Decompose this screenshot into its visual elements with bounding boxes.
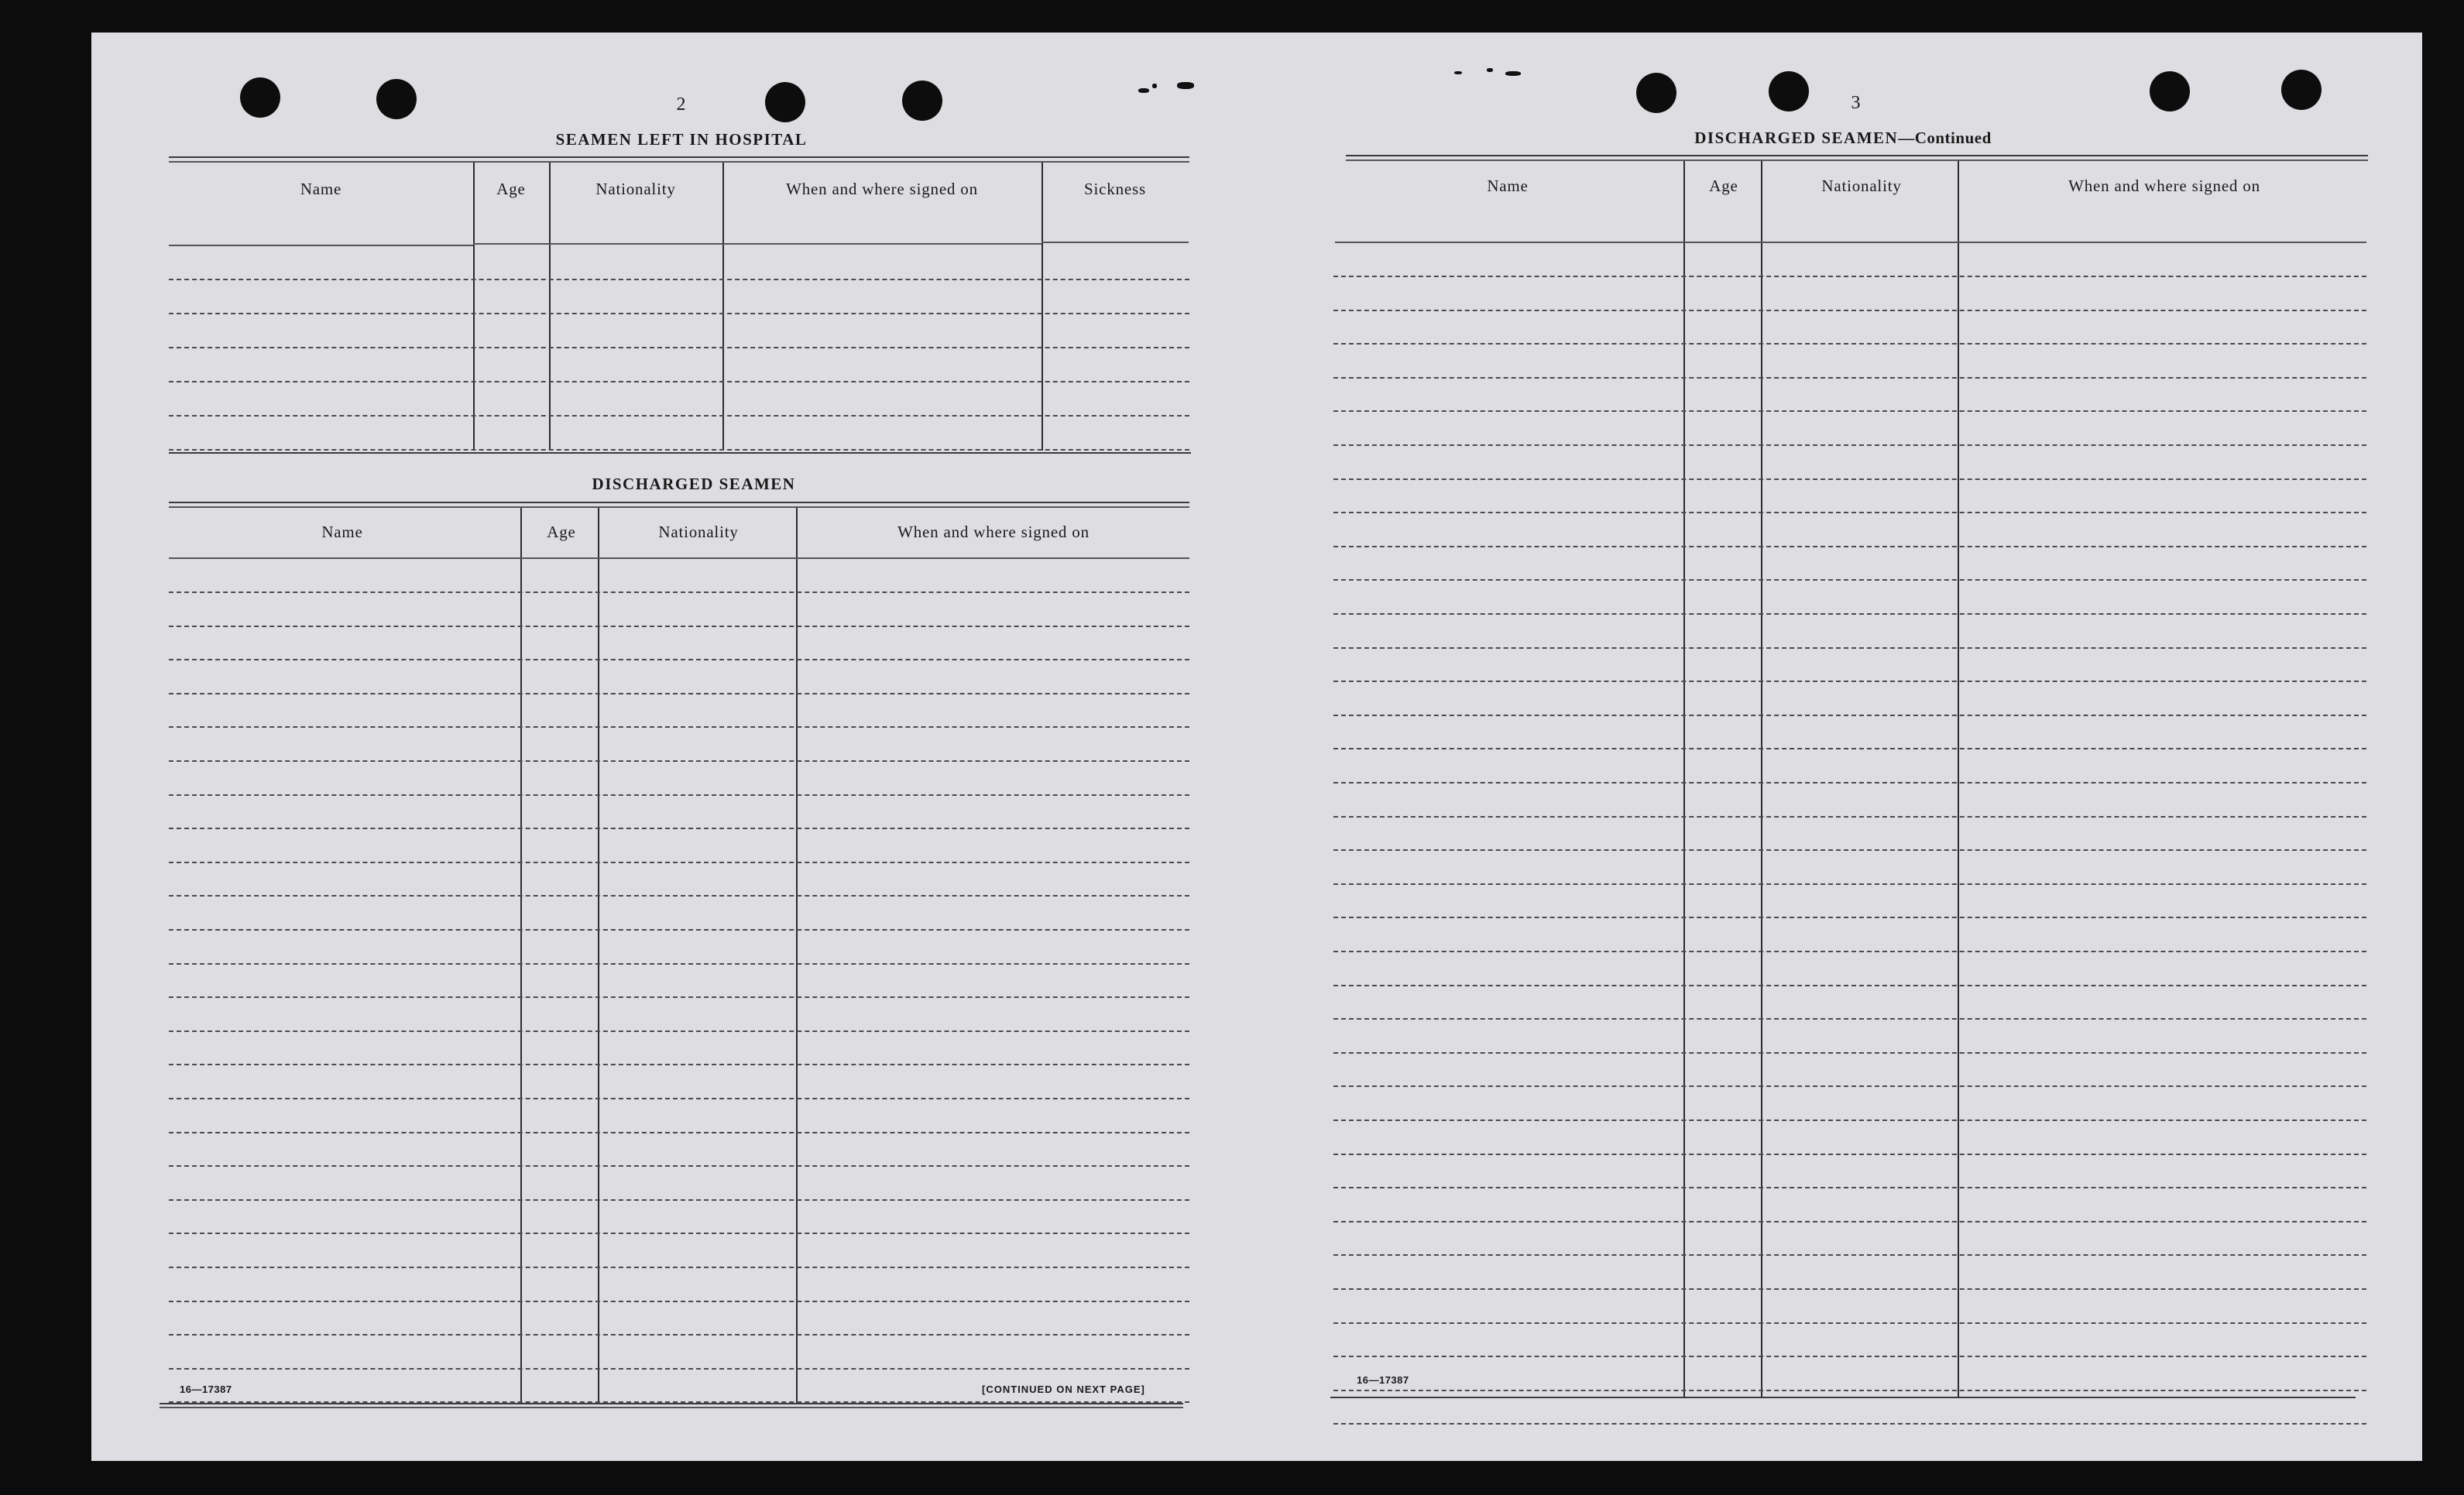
table-row <box>169 313 1189 314</box>
table-row <box>1333 1288 2366 1290</box>
header-rule <box>169 557 1189 559</box>
table-row <box>169 449 1189 451</box>
column-header-name: Name <box>300 179 342 198</box>
table-row <box>1333 444 2366 446</box>
discharged-table <box>161 508 1191 1406</box>
column-header-nationality: Nationality <box>595 179 676 198</box>
header-rule <box>1042 242 1189 243</box>
table-row <box>1333 917 2366 918</box>
top-rule <box>169 502 1189 503</box>
column-header-name: Name <box>1487 176 1529 195</box>
form-code: 16—17387 <box>1357 1374 1409 1386</box>
column-header-age: Age <box>496 179 526 198</box>
column-header-age: Age <box>547 522 576 541</box>
table-row <box>1333 310 2366 311</box>
punch-hole <box>2281 70 2322 110</box>
table-row <box>169 415 1189 417</box>
table-row <box>1333 1052 2366 1054</box>
document-sheet <box>91 33 2422 1461</box>
table-row <box>1333 1322 2366 1324</box>
table-row <box>1333 579 2366 581</box>
table-row <box>169 895 1189 897</box>
table-row <box>1333 377 2366 379</box>
table-row <box>1333 343 2366 345</box>
table-row <box>1333 748 2366 749</box>
column-divider <box>1042 163 1043 451</box>
table-row <box>1333 1085 2366 1087</box>
continued-note: [CONTINUED ON NEXT PAGE] <box>982 1384 1145 1395</box>
column-header-age: Age <box>1709 176 1738 195</box>
table-row <box>1333 276 2366 277</box>
bottom-rule <box>160 1403 1183 1404</box>
column-divider <box>1761 161 1762 1398</box>
ink-speck <box>1138 88 1149 93</box>
table-row <box>169 760 1189 762</box>
table-row <box>1333 1423 2366 1425</box>
table-row <box>1333 782 2366 784</box>
table-row <box>169 626 1189 627</box>
ink-speck <box>1505 71 1521 76</box>
table-row <box>1333 1221 2366 1222</box>
table-row <box>169 1199 1189 1201</box>
table-row <box>169 828 1189 829</box>
page-number: 3 <box>1851 93 1862 113</box>
table-row <box>1333 951 2366 952</box>
ink-speck <box>1177 82 1194 89</box>
column-divider <box>1958 161 1959 1398</box>
table-row <box>169 1301 1189 1302</box>
column-header-nationality: Nationality <box>1821 176 1902 195</box>
table-row <box>1333 1154 2366 1155</box>
table-row <box>169 1030 1189 1032</box>
table-row <box>1333 410 2366 412</box>
header-rule <box>1335 242 2366 243</box>
column-divider <box>1683 161 1685 1398</box>
table-row <box>1333 849 2366 851</box>
punch-hole <box>1769 71 1809 111</box>
table-row <box>169 929 1189 931</box>
column-header-when-where: When and where signed on <box>2068 176 2260 195</box>
table-row <box>169 1233 1189 1234</box>
column-divider <box>598 508 599 1404</box>
bottom-rule <box>169 452 1191 454</box>
punch-hole <box>376 79 417 119</box>
punch-hole <box>902 81 942 121</box>
punch-hole <box>765 82 805 122</box>
ink-speck <box>1152 84 1157 88</box>
table-row <box>169 693 1189 694</box>
ink-speck <box>1454 71 1462 74</box>
table-row <box>1333 985 2366 986</box>
column-header-nationality: Nationality <box>658 522 739 541</box>
table-row <box>169 1165 1189 1167</box>
table-row <box>169 1132 1189 1133</box>
table-row <box>169 862 1189 863</box>
column-divider <box>796 508 798 1404</box>
table-row <box>169 1064 1189 1065</box>
table-row <box>1333 681 2366 682</box>
table-row <box>1333 1120 2366 1121</box>
header-rule <box>473 243 549 245</box>
section-title-discharged: DISCHARGED SEAMEN <box>592 475 796 493</box>
header-rule <box>549 243 722 245</box>
form-code: 16—17387 <box>180 1384 232 1395</box>
column-divider <box>722 163 724 451</box>
bottom-rule <box>160 1407 1183 1408</box>
section-title-hospital: SEAMEN LEFT IN HOSPITAL <box>555 130 808 149</box>
punch-hole <box>2150 71 2190 111</box>
top-rule <box>169 156 1189 158</box>
table-row <box>1333 546 2366 547</box>
table-row <box>1333 1356 2366 1357</box>
table-row <box>169 1334 1189 1336</box>
hospital-table <box>169 163 1191 452</box>
table-row <box>169 279 1189 280</box>
header-rule <box>722 243 1042 245</box>
table-row <box>1333 1018 2366 1020</box>
table-row <box>169 591 1189 593</box>
column-divider <box>549 163 551 451</box>
table-row <box>1333 1390 2366 1391</box>
table-row <box>1333 816 2366 818</box>
ink-speck <box>1487 68 1493 72</box>
top-rule <box>1346 155 2368 156</box>
column-divider <box>473 163 475 451</box>
table-row <box>169 347 1189 348</box>
table-row <box>1333 613 2366 615</box>
table-row <box>1333 647 2366 649</box>
table-row <box>169 726 1189 728</box>
table-row <box>1333 512 2366 513</box>
table-row <box>169 963 1189 965</box>
table-row <box>169 996 1189 998</box>
table-row <box>1333 1254 2366 1256</box>
column-header-name: Name <box>321 522 363 541</box>
punch-hole <box>240 77 280 118</box>
section-title-text: DISCHARGED SEAMEN <box>1694 129 1899 147</box>
column-header-when-where: When and where signed on <box>897 522 1090 541</box>
table-row <box>169 1267 1189 1268</box>
table-row <box>1333 478 2366 480</box>
punch-hole <box>1636 73 1676 113</box>
bottom-rule <box>1330 1397 2356 1398</box>
table-row <box>169 659 1189 660</box>
page-number: 2 <box>676 94 687 115</box>
table-row <box>1333 715 2366 716</box>
table-row <box>1333 1187 2366 1188</box>
table-row <box>169 794 1189 796</box>
column-divider <box>520 508 522 1404</box>
column-header-sickness: Sickness <box>1084 179 1146 198</box>
table-row <box>1333 883 2366 885</box>
table-row <box>169 1098 1189 1099</box>
section-title-suffix: —Continued <box>1898 129 1992 147</box>
table-row <box>169 1368 1189 1370</box>
section-title-discharged-continued <box>1694 129 1991 148</box>
discharged-continued-table <box>1330 161 2368 1400</box>
table-row <box>169 381 1189 382</box>
column-header-when-where: When and where signed on <box>786 179 978 198</box>
header-rule <box>169 245 473 246</box>
